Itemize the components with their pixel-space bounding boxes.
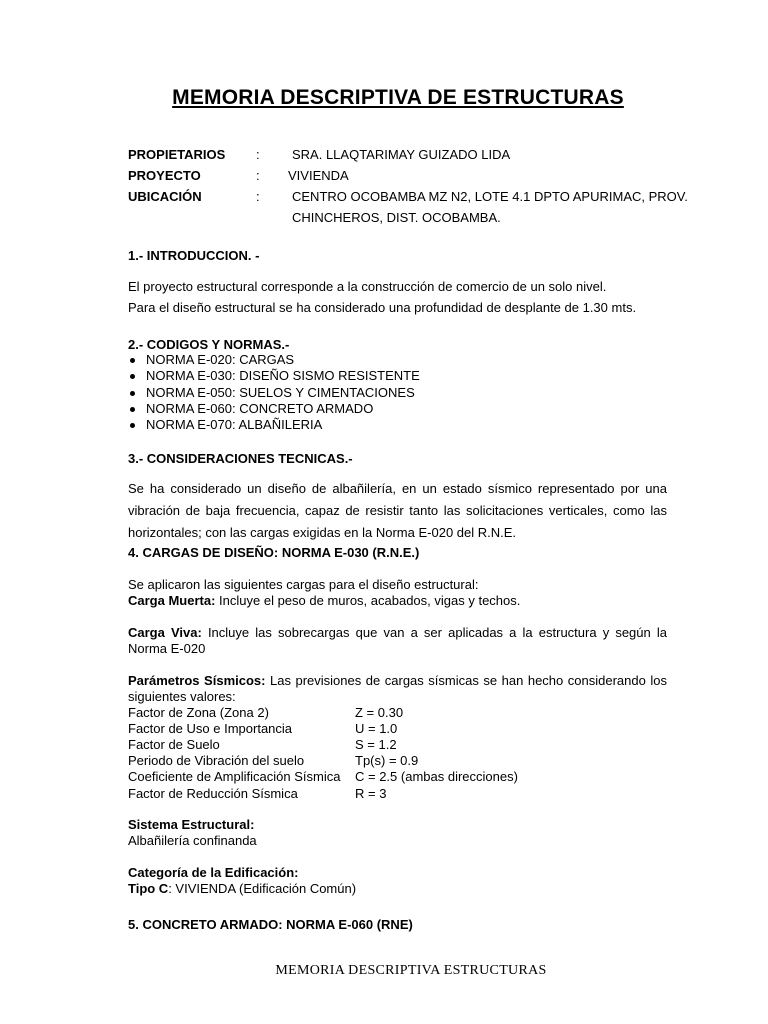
- carga-viva-text: Incluye las sobrecargas que van a ser aplicadas a la estructura y según la Norma E-020: [128, 625, 667, 656]
- field-label-propietarios: PROPIETARIOS: [128, 147, 226, 162]
- norms-list: [128, 352, 420, 433]
- field-label-proyecto: PROYECTO: [128, 168, 201, 183]
- field-separator: :: [256, 147, 260, 162]
- carga-viva-paragraph: [128, 625, 667, 657]
- consideraciones-paragraph: Se ha considerado un diseño de albañilería, en un estado sísmico representado por una vibración de baja frecuencia, capaz de resistir tanto las solicitaciones verticales, como las horizontales; con las cargas exigidas en la Norma E-020 del R.N.E.: [128, 481, 667, 540]
- parametros-text: Las previsiones de cargas sísmicas se han hecho considerando los siguientes valores:: [128, 673, 667, 704]
- field-separator: :: [256, 189, 260, 204]
- factor-label: Factor de Suelo: [128, 737, 220, 752]
- carga-muerta-label: Carga Muerta:: [128, 593, 216, 608]
- carga-muerta-text: Incluye el peso de muros, acabados, vigas y techos.: [215, 593, 521, 608]
- field-value-ubicacion-line2: CHINCHEROS, DIST. OCOBAMBA.: [292, 210, 501, 225]
- tipo-text: : VIVIENDA (Edificación Común): [168, 881, 357, 896]
- intro-line-1: El proyecto estructural corresponde a la construcción de comercio de un solo nivel.: [128, 279, 607, 294]
- field-value-propietarios: SRA. LLAQTARIMAY GUIZADO LIDA: [292, 147, 511, 162]
- list-item: NORMA E-020: CARGAS: [128, 352, 420, 368]
- factor-label: Factor de Reducción Sísmica: [128, 786, 298, 801]
- factor-label: Coeficiente de Amplificación Sísmica: [128, 769, 341, 784]
- list-item: NORMA E-060: CONCRETO ARMADO: [128, 401, 420, 417]
- section-heading-codigos: 2.- CODIGOS Y NORMAS.-: [128, 337, 290, 352]
- cargas-intro: Se aplicaron las siguientes cargas para el diseño estructural:: [128, 577, 479, 592]
- factor-value: Tp(s) = 0.9: [355, 753, 419, 768]
- section-heading-introduccion: 1.- INTRODUCCION. -: [128, 248, 260, 263]
- factor-label: Factor de Zona (Zona 2): [128, 705, 269, 720]
- factor-value: Z = 0.30: [355, 705, 404, 720]
- factor-row: [128, 753, 688, 769]
- page-footer: MEMORIA DESCRIPTIVA ESTRUCTURAS: [275, 963, 547, 978]
- document-title: MEMORIA DESCRIPTIVA DE ESTRUCTURAS: [172, 86, 624, 109]
- factor-row: [128, 737, 688, 753]
- section-heading-cargas: 4. CARGAS DE DISEÑO: NORMA E-030 (R.N.E.): [128, 545, 420, 560]
- categoria-label: Categoría de la Edificación:: [128, 865, 299, 880]
- field-label-ubicacion: UBICACIÓN: [128, 189, 202, 204]
- tipo-label: Tipo C: [128, 881, 169, 896]
- factor-label: Periodo de Vibración del suelo: [128, 753, 305, 768]
- sistema-estructural-label: Sistema Estructural:: [128, 817, 255, 832]
- factor-value: C = 2.5 (ambas direcciones): [355, 769, 518, 784]
- factor-row: [128, 769, 688, 785]
- field-separator: :: [256, 168, 260, 183]
- list-item: NORMA E-070: ALBAÑILERIA: [128, 417, 420, 433]
- factor-label: Factor de Uso e Importancia: [128, 721, 293, 736]
- factor-value: R = 3: [355, 786, 387, 801]
- carga-muerta-line: [128, 593, 520, 609]
- tipo-line: [128, 881, 356, 897]
- section-heading-consideraciones: 3.- CONSIDERACIONES TECNICAS.-: [128, 451, 353, 466]
- list-item: NORMA E-050: SUELOS Y CIMENTACIONES: [128, 385, 420, 401]
- list-item: NORMA E-030: DISEÑO SISMO RESISTENTE: [128, 368, 420, 384]
- sistema-estructural-value: Albañilería confinanda: [128, 833, 257, 848]
- factor-value: S = 1.2: [355, 737, 397, 752]
- factor-row: [128, 705, 688, 721]
- parametros-label: Parámetros Sísmicos:: [128, 673, 266, 688]
- factor-row: [128, 721, 688, 737]
- intro-line-2: Para el diseño estructural se ha considerado una profundidad de desplante de 1.30 mts.: [128, 300, 637, 315]
- field-value-proyecto: VIVIENDA: [288, 168, 349, 183]
- field-value-ubicacion: CENTRO OCOBAMBA MZ N2, LOTE 4.1 DPTO APURIMAC, PROV.: [292, 189, 688, 204]
- parametros-paragraph: [128, 673, 667, 705]
- factor-row: [128, 786, 688, 802]
- factor-value: U = 1.0: [355, 721, 398, 736]
- section-heading-concreto: 5. CONCRETO ARMADO: NORMA E-060 (RNE): [128, 917, 413, 932]
- carga-viva-label: Carga Viva:: [128, 625, 202, 640]
